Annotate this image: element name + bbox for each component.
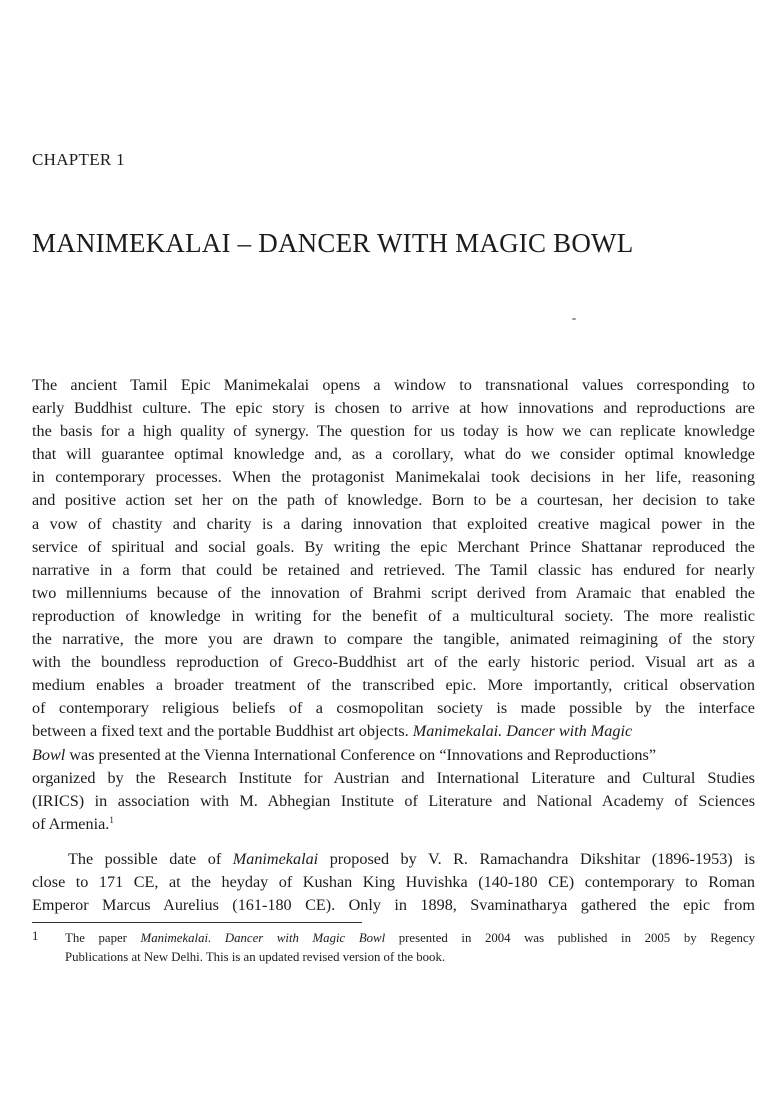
text-line: Emperor Marcus Aurelius (161-180 CE). Only in 1898, Svaminatharya gathered the epic from xyxy=(32,896,755,915)
text-line: with the boundless reproduction of Greco-Buddhist art of the early historic period. Visual art as a xyxy=(32,653,755,672)
book-title-italic: Manimekalai. Dancer with Magic xyxy=(412,722,633,741)
text-line: early Buddhist culture. The epic story is chosen to arrive at how innovations and reproductions are xyxy=(32,399,755,418)
text-fragment: presented in 2004 was published in 2005 by Regency xyxy=(385,931,755,945)
text-line xyxy=(32,813,755,836)
text-line: and positive action set her on the path of knowledge. Born to be a courtesan, her decision to take xyxy=(32,491,755,510)
footnote-reference: 1 xyxy=(109,814,114,825)
text-line: medium enables a broader treatment of the transcribed epic. More importantly, critical observation xyxy=(32,676,755,695)
text-line: a vow of chastity and charity is a daring innovation that exploited creative magical power in the xyxy=(32,514,755,533)
footnote xyxy=(32,929,755,967)
text-line: reproduction of knowledge in writing for the benefit of a multicultural society. The more realistic xyxy=(32,606,755,625)
footnote-body xyxy=(65,929,755,967)
text-fragment: of Armenia. xyxy=(32,814,110,833)
text-line: organized by the Research Institute for Austrian and International Literature and Cultural Studies xyxy=(32,768,755,787)
paragraph-2 xyxy=(32,848,755,917)
footnote-number: 1 xyxy=(32,929,39,943)
text-line xyxy=(32,848,755,871)
text-line: that will guarantee optimal knowledge and, as a corollary, what do we consider optimal knowledge xyxy=(32,445,755,464)
chapter-label: CHAPTER 1 xyxy=(32,150,125,169)
text-fragment: The paper xyxy=(65,931,141,945)
book-title-italic: Manimekalai. Dancer with Magic Bowl xyxy=(140,931,386,945)
text-fragment: proposed by V. R. Ramachandra Dikshitar (1896-1953) is xyxy=(318,850,755,868)
book-title-italic: Bowl xyxy=(32,745,66,764)
text-line: the basis for a high quality of synergy. The question for us today is how we can replicate knowledge xyxy=(32,422,755,441)
scan-speck xyxy=(572,318,576,320)
text-line: the narrative, the more you are drawn to compare the tangible, animated reimagining of the story xyxy=(32,630,755,649)
text-line: The ancient Tamil Epic Manimekalai opens a window to transnational values corresponding to xyxy=(32,376,755,394)
text-line: narrative in a form that could be retained and retrieved. The Tamil classic has endured for nearly xyxy=(32,560,755,579)
footnote-divider xyxy=(32,922,362,923)
chapter-title: MANIMEKALAI – DANCER WITH MAGIC BOWL xyxy=(32,228,634,258)
paragraph-1 xyxy=(32,374,755,836)
text-line: (IRICS) in association with M. Abhegian Institute of Literature and National Academy of Sciences xyxy=(32,791,755,810)
text-line: service of spiritual and social goals. By writing the epic Merchant Prince Shattanar reproduced the xyxy=(32,537,755,556)
text-fragment: was presented at the Vienna International Conference on “Innovations and Reproductions” xyxy=(65,745,657,764)
text-line: in contemporary processes. When the protagonist Manimekalai took decisions in her life, reasoning xyxy=(32,468,755,487)
text-line xyxy=(32,744,755,767)
text-fragment: The possible date of xyxy=(68,850,233,868)
footnote-line xyxy=(65,929,755,948)
footnote-line: Publications at New Delhi. This is an updated revised version of the book. xyxy=(65,950,446,964)
text-line: two millenniums because of the innovation of Brahmi script derived from Aramaic that enabled the xyxy=(32,583,755,602)
text-line: close to 171 CE, at the heyday of Kushan King Huvishka (140-180 CE) contemporary to Roman xyxy=(32,873,755,892)
text-line: of contemporary religious beliefs of a cosmopolitan society is made possible by the interface xyxy=(32,699,755,718)
text-line xyxy=(32,720,755,743)
text-fragment: between a fixed text and the portable Buddhist art objects. xyxy=(32,722,409,741)
book-title-italic: Manimekalai xyxy=(232,850,319,868)
